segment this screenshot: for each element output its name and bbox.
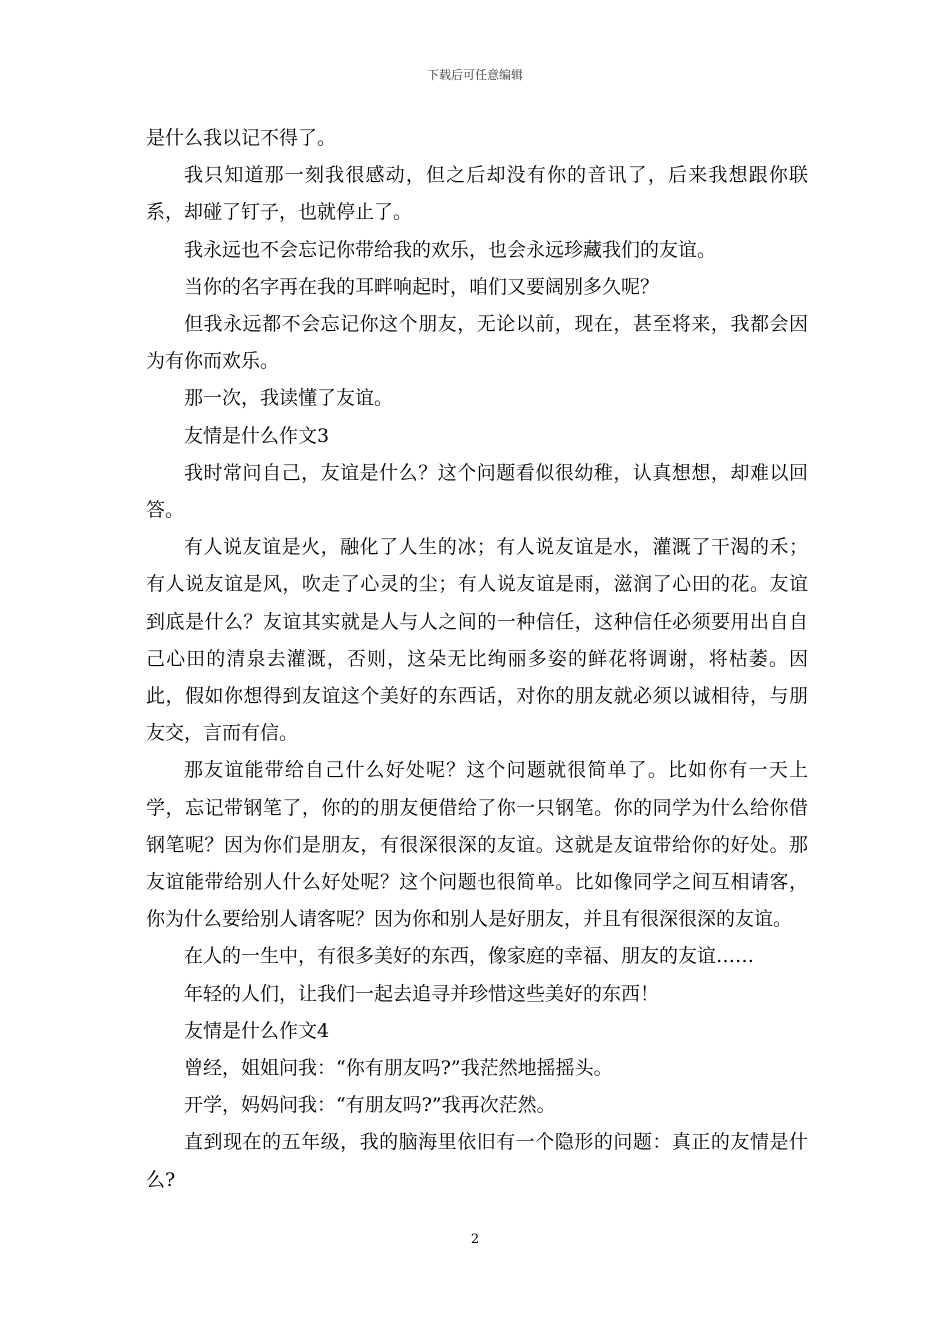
paragraph: 但我永远都不会忘记你这个朋友，无论以前，现在，甚至将来，我都会因为有你而欢乐。 (146, 313, 808, 373)
paragraph: 开学，妈妈问我：“有朋友吗?”我再次茫然。 (184, 1094, 556, 1117)
paragraph: 那友谊能带给自己什么好处呢？这个问题就很简单了。比如你有一天上学，忘记带钢笔了，你的的朋友便借给了你一只钢笔。你的同学为什么给你借钢笔呢？因为你们是朋友，有很深很深的友谊。这就是友谊带给你的好处。那友谊能带给别人什么好处呢？这个问题也很简单。比如像同学之间互相请客，你为什么要给别人请客呢？因为你和别人是好朋友，并且有很深很深的友谊。 (146, 759, 808, 931)
section-heading: 友情是什么作文3 (184, 424, 330, 447)
document-body (146, 120, 808, 1199)
paragraph: 我永远也不会忘记你带给我的欢乐，也会永远珍藏我们的友谊。 (184, 238, 717, 261)
paragraph: 当你的名字再在我的耳畔响起时，咱们又要阔别多久呢？ (184, 275, 660, 298)
section-heading: 友情是什么作文4 (184, 1019, 330, 1042)
page-number: 2 (470, 1232, 480, 1247)
paragraph: 那一次，我读懂了友谊。 (184, 387, 394, 410)
paragraph: 直到现在的五年级，我的脑海里依旧有一个隐形的问题：真正的友情是什么? (146, 1131, 808, 1191)
paragraph: 是什么我以记不得了。 (146, 127, 337, 149)
paragraph: 年轻的人们，让我们一起去追寻并珍惜这些美好的东西！ (184, 982, 660, 1005)
paragraph: 有人说友谊是火，融化了人生的冰；有人说友谊是水，灌溉了干渴的禾；有人说友谊是风，吹走了心灵的尘；有人说友谊是雨，滋润了心田的花。友谊到底是什么？友谊其实就是人与人之间的一种信任，这种信任必须要用出自自己心田的清泉去灌溉，否则，这朵无比绚丽多姿的鲜花将调谢，将枯萎。因此，假如你想得到友谊这个美好的东西话，对你的朋友就必须以诚相待，与朋友交，言而有信。 (146, 536, 808, 745)
paragraph: 曾经，姐姐问我：“你有朋友吗?”我茫然地摇摇头。 (184, 1057, 613, 1080)
page-header: 下载后可任意编辑 (426, 68, 523, 82)
paragraph: 我只知道那一刻我很感动，但之后却没有你的音讯了，后来我想跟你联系，却碰了钉子，也就停止了。 (146, 164, 808, 224)
paragraph: 在人的一生中，有很多美好的东西，像家庭的幸福、朋友的友谊…… (184, 945, 755, 968)
paragraph: 我时常问自己，友谊是什么？这个问题看似很幼稚，认真想想，却难以回答。 (146, 461, 808, 522)
